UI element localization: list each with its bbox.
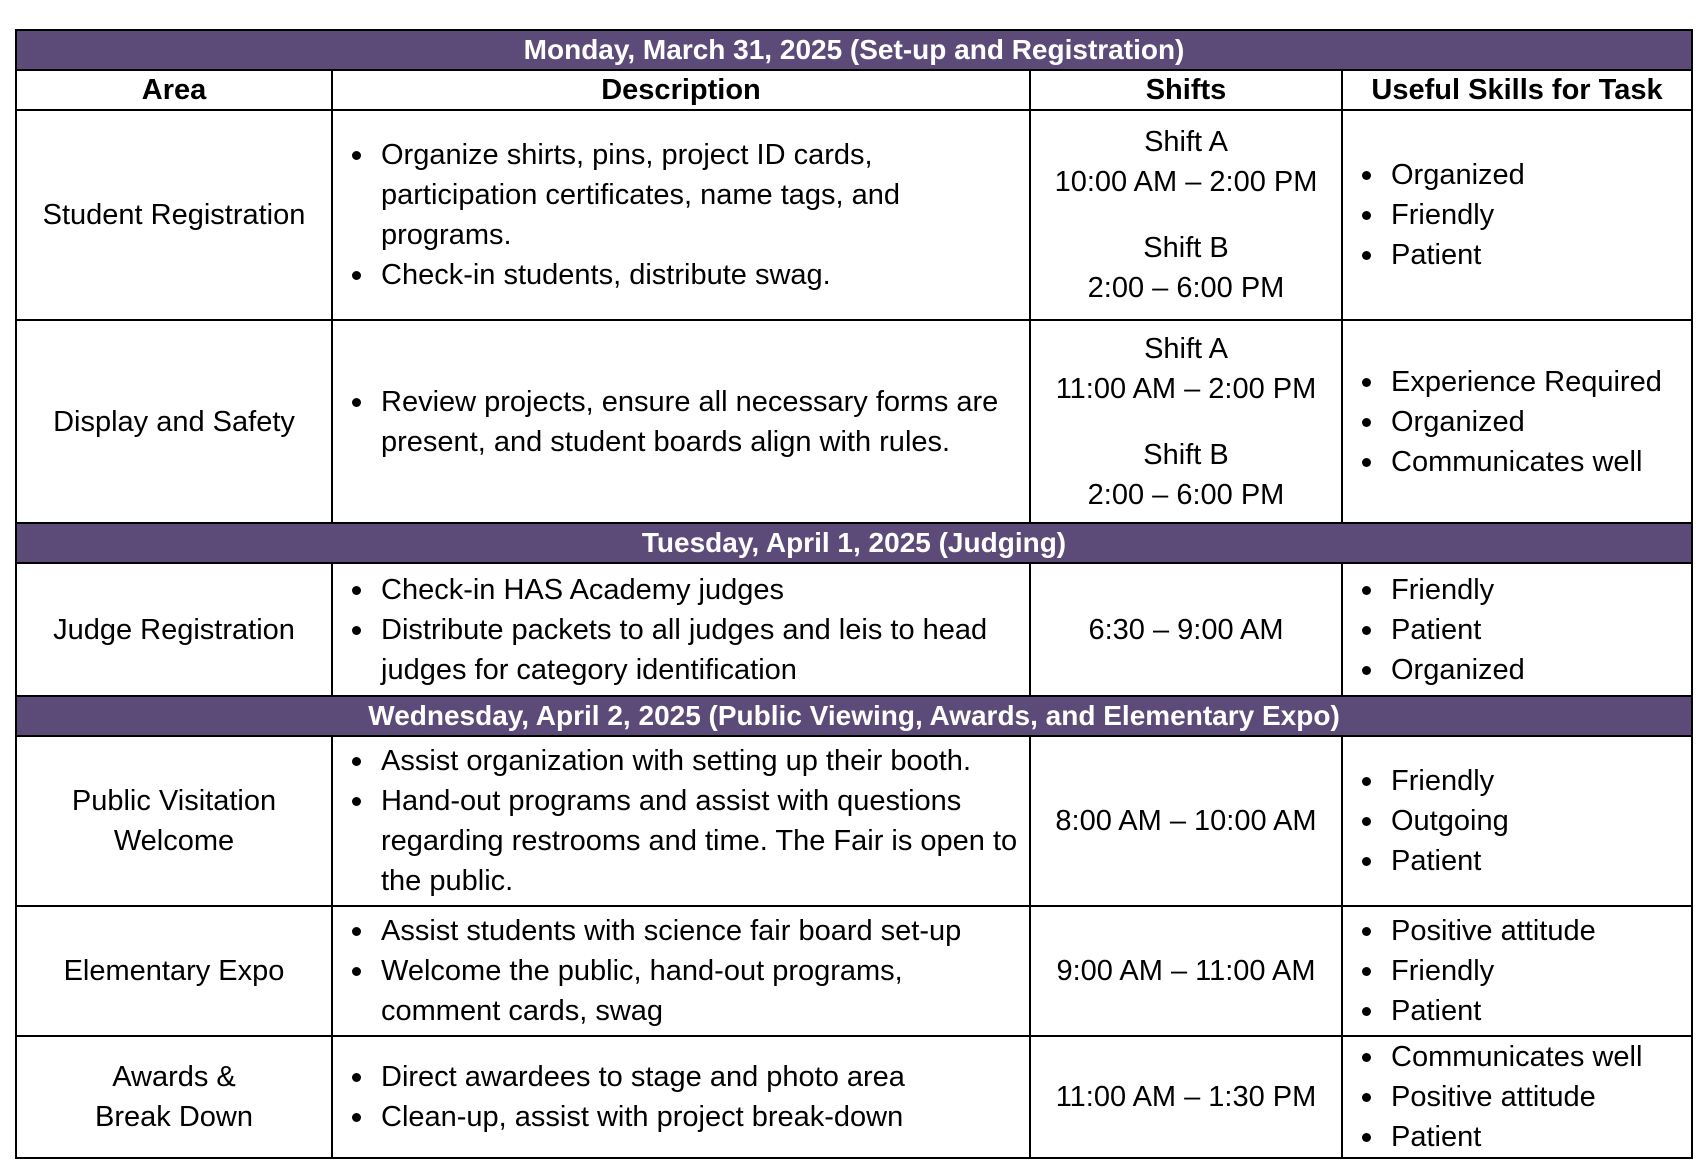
description-list: [333, 741, 1029, 901]
skill-item: Experience Required: [1391, 362, 1691, 402]
column-header-shifts: Shifts: [1030, 70, 1342, 110]
area-cell: [16, 1036, 332, 1158]
skill-item: Friendly: [1391, 570, 1691, 610]
day-banner-monday: [16, 30, 1692, 70]
description-item: Check-in students, distribute swag.: [381, 255, 1029, 295]
skill-item: Organized: [1391, 402, 1691, 442]
skill-item: Patient: [1391, 991, 1691, 1031]
table-row-public-visitation-welcome: [16, 736, 1692, 906]
area-line: Welcome: [113, 825, 235, 857]
day-banner-wednesday: [16, 696, 1692, 736]
day-title: Monday, March 31, 2025 (Set-up and Registration): [16, 30, 1692, 70]
description-item: Clean-up, assist with project break-down: [381, 1097, 1029, 1137]
shift-spacer: [1031, 202, 1341, 228]
area-line: Public Visitation: [71, 785, 277, 817]
description-list: [333, 570, 1029, 690]
skill-item: Positive attitude: [1391, 911, 1691, 951]
skill-item: Friendly: [1391, 195, 1691, 235]
description-item: Hand-out programs and assist with questions regarding restrooms and time. The Fair is open to the public.: [381, 781, 1029, 901]
area-cell: [16, 736, 332, 906]
shift-time: 2:00 – 6:00 PM: [1087, 272, 1285, 304]
skill-item: Patient: [1391, 610, 1691, 650]
description-cell: [332, 563, 1030, 696]
volunteer-schedule-table: [15, 29, 1693, 1159]
column-header-row: [16, 70, 1692, 110]
shift-time: 10:00 AM – 2:00 PM: [1054, 166, 1318, 198]
description-item: Distribute packets to all judges and leis to head judges for category identification: [381, 610, 1029, 690]
skills-list: [1343, 911, 1691, 1031]
area-line: Break Down: [95, 1101, 253, 1133]
area-cell: Judge Registration: [16, 563, 332, 696]
description-list: [333, 911, 1029, 1031]
description-item: Review projects, ensure all necessary forms are present, and student boards align with rules.: [381, 382, 1029, 462]
table-row-display-and-safety: [16, 320, 1692, 523]
description-item: Welcome the public, hand-out programs, comment cards, swag: [381, 951, 1029, 1031]
table-row-judge-registration: [16, 563, 1692, 696]
skills-list: [1343, 1037, 1691, 1157]
area-cell: Display and Safety: [16, 320, 332, 523]
shift-time-cell: 8:00 AM – 10:00 AM: [1030, 736, 1342, 906]
skill-item: Friendly: [1391, 951, 1691, 991]
shift-time-cell: 6:30 – 9:00 AM: [1030, 563, 1342, 696]
description-cell: [332, 320, 1030, 523]
table-row-student-registration: [16, 110, 1692, 320]
table-row-elementary-expo: [16, 906, 1692, 1036]
column-header-description: Description: [332, 70, 1030, 110]
day-title: Wednesday, April 2, 2025 (Public Viewing, Awards, and Elementary Expo): [16, 696, 1692, 736]
description-item: Organize shirts, pins, project ID cards, participation certificates, name tags, and programs.: [381, 135, 1029, 255]
skills-list: [1343, 570, 1691, 690]
skill-item: Organized: [1391, 155, 1691, 195]
shift-label: Shift B: [1143, 232, 1229, 264]
skill-item: Patient: [1391, 1117, 1691, 1157]
area-cell: Student Registration: [16, 110, 332, 320]
description-item: Direct awardees to stage and photo area: [381, 1057, 1029, 1097]
skills-cell: [1342, 736, 1692, 906]
description-cell: [332, 110, 1030, 320]
skills-cell: [1342, 320, 1692, 523]
skill-item: Communicates well: [1391, 1037, 1691, 1077]
skill-item: Communicates well: [1391, 442, 1691, 482]
day-title: Tuesday, April 1, 2025 (Judging): [16, 523, 1692, 563]
description-list: [333, 1057, 1029, 1137]
description-item: Assist students with science fair board set-up: [381, 911, 1029, 951]
description-item: Check-in HAS Academy judges: [381, 570, 1029, 610]
column-header-skills: Useful Skills for Task: [1342, 70, 1692, 110]
shifts-cell: [1030, 110, 1342, 320]
description-cell: [332, 1036, 1030, 1158]
description-list: [333, 135, 1029, 295]
skill-item: Patient: [1391, 235, 1691, 275]
skill-item: Outgoing: [1391, 801, 1691, 841]
table-row-awards-break-down: [16, 1036, 1692, 1158]
skill-item: Patient: [1391, 841, 1691, 881]
skills-cell: [1342, 1036, 1692, 1158]
shift-label: Shift B: [1143, 438, 1229, 471]
shift-time: 2:00 – 6:00 PM: [1087, 478, 1285, 511]
skills-list: [1343, 362, 1691, 482]
description-cell: [332, 736, 1030, 906]
column-header-area: Area: [16, 70, 332, 110]
shift-label: Shift A: [1144, 126, 1228, 158]
shift-time-cell: 9:00 AM – 11:00 AM: [1030, 906, 1342, 1036]
skills-cell: [1342, 906, 1692, 1036]
skills-cell: [1342, 110, 1692, 320]
area-cell: Elementary Expo: [16, 906, 332, 1036]
shift-spacer: [1031, 409, 1341, 435]
shifts-cell: [1030, 320, 1342, 523]
description-list: [333, 382, 1029, 462]
day-banner-tuesday: [16, 523, 1692, 563]
skills-list: [1343, 155, 1691, 275]
area-line: Awards &: [112, 1061, 236, 1093]
description-cell: [332, 906, 1030, 1036]
shift-time-cell: 11:00 AM – 1:30 PM: [1030, 1036, 1342, 1158]
skills-cell: [1342, 563, 1692, 696]
skill-item: Friendly: [1391, 761, 1691, 801]
skills-list: [1343, 761, 1691, 881]
description-item: Assist organization with setting up their booth.: [381, 741, 1029, 781]
shift-time: 11:00 AM – 2:00 PM: [1055, 372, 1317, 405]
shift-label: Shift A: [1144, 332, 1228, 365]
skill-item: Positive attitude: [1391, 1077, 1691, 1117]
skill-item: Organized: [1391, 650, 1691, 690]
